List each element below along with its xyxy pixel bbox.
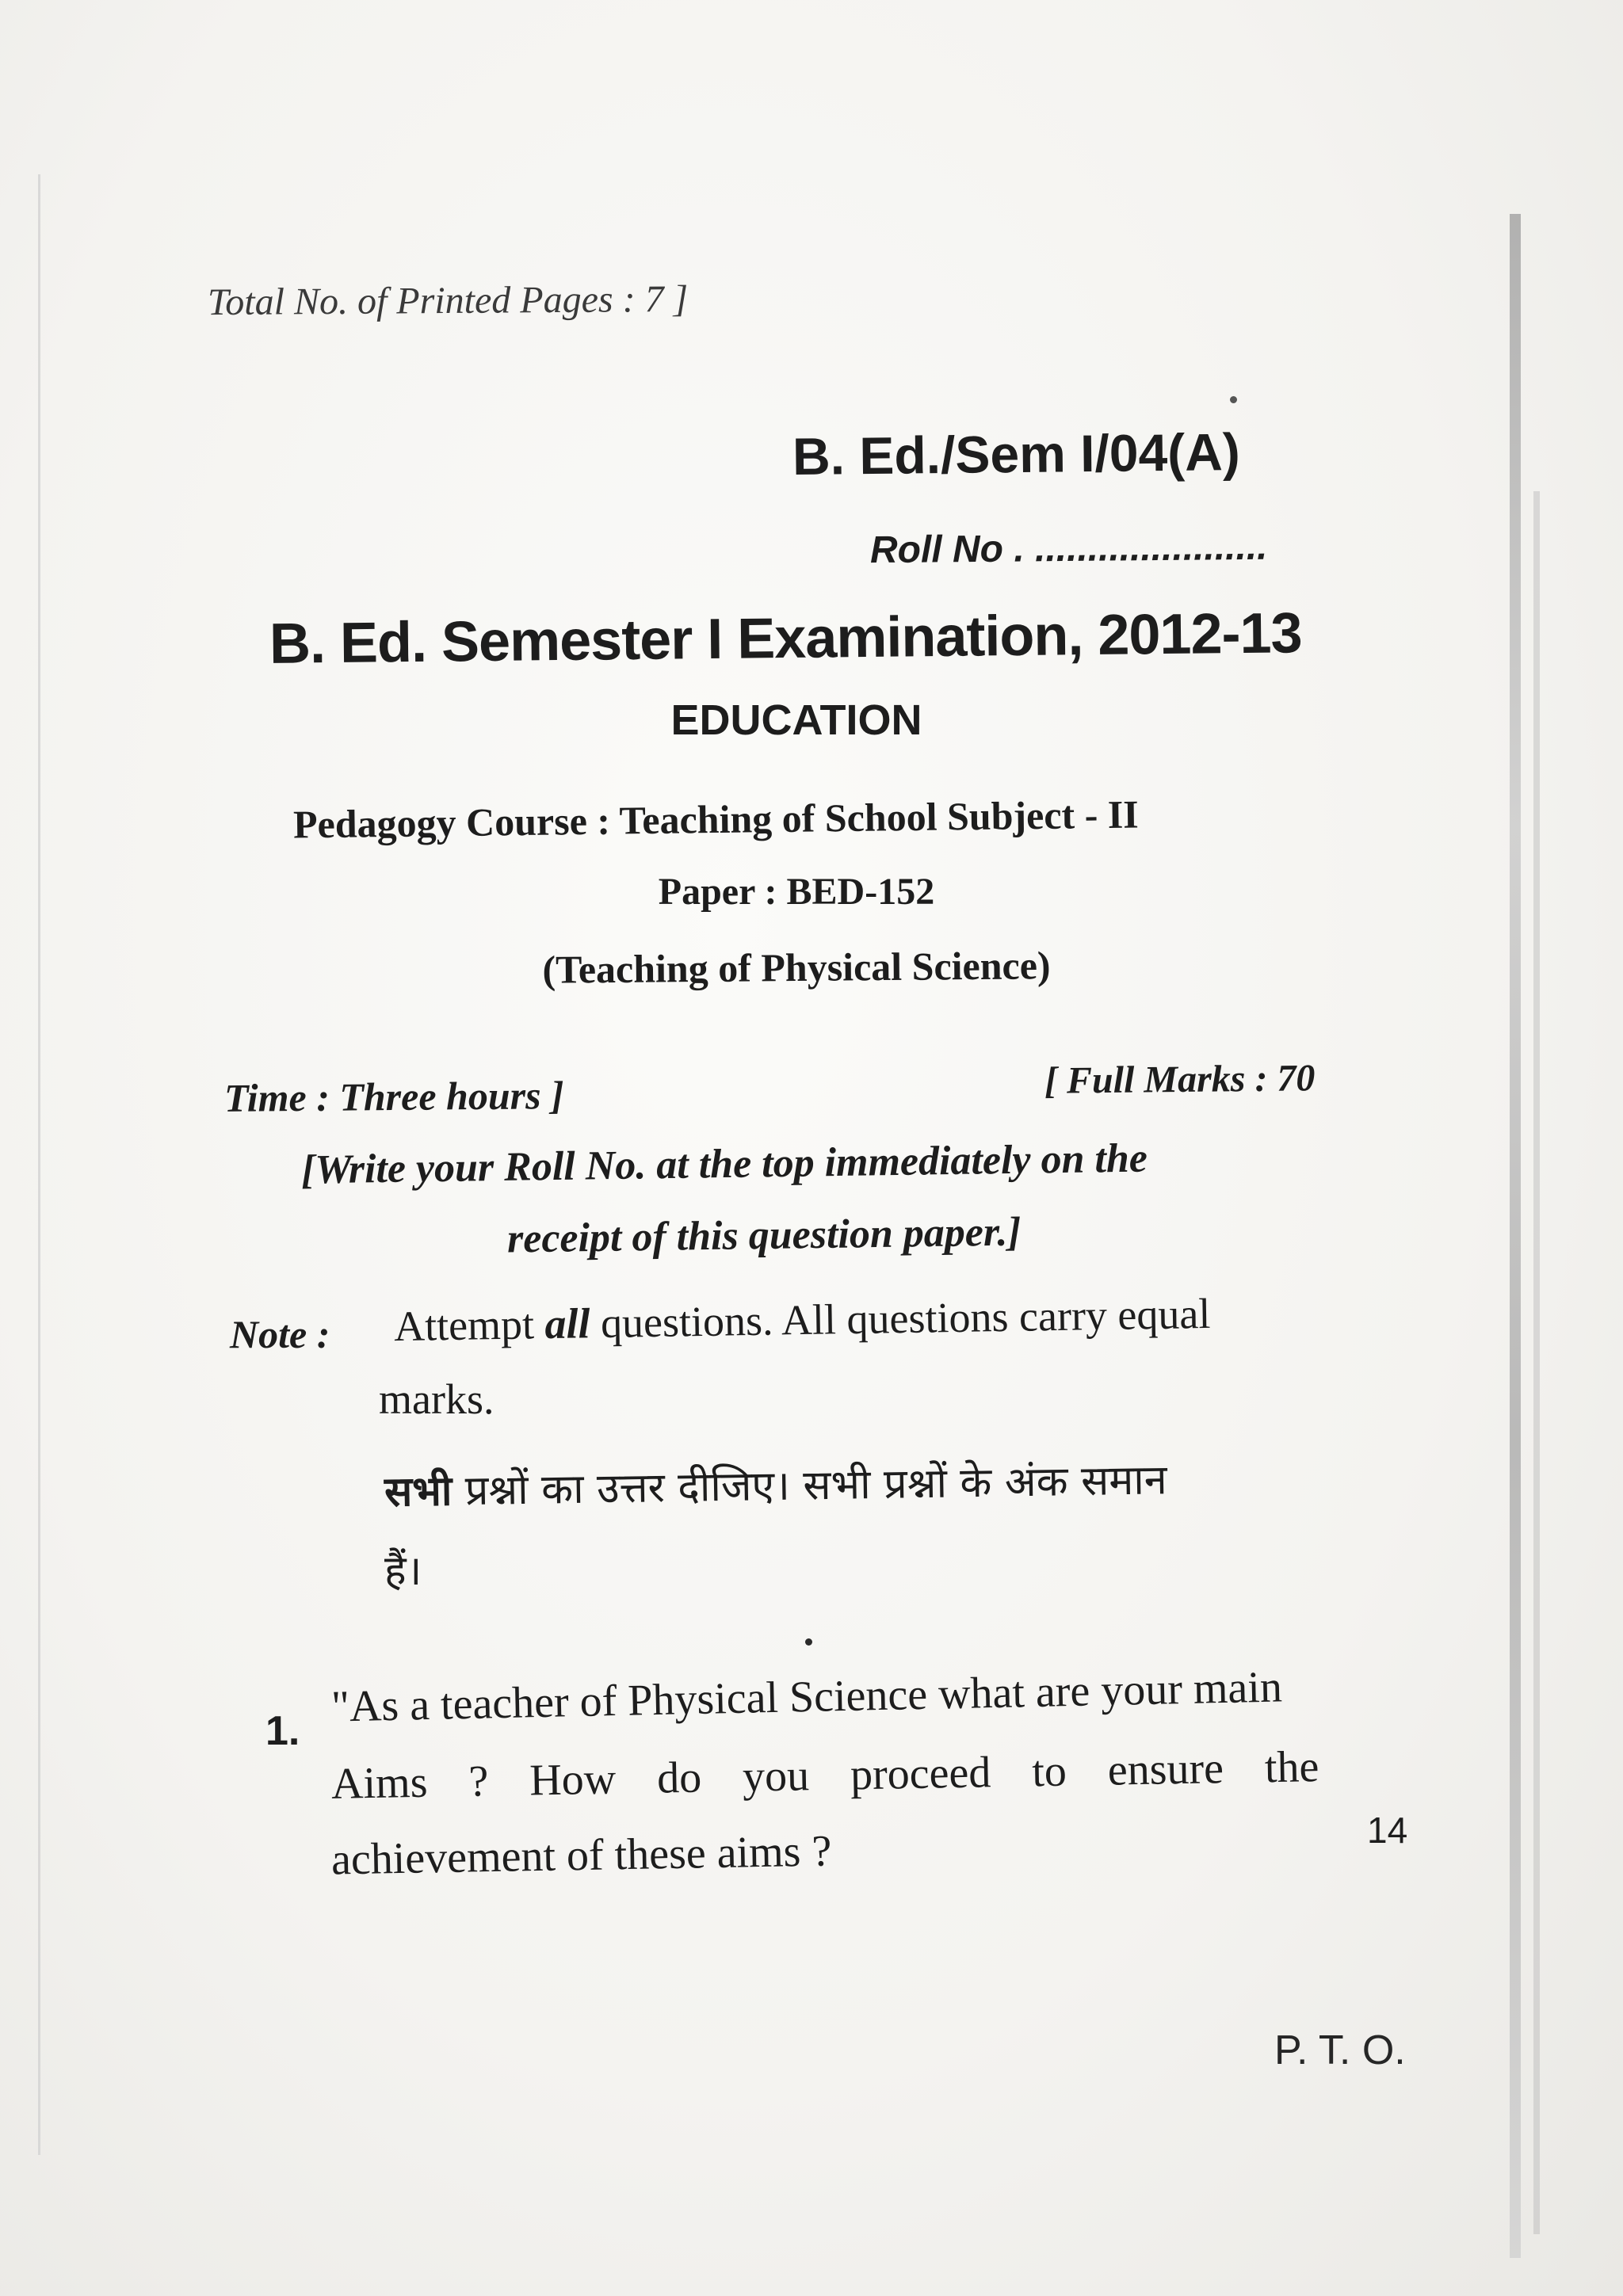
course-name: Pedagogy Course : Teaching of School Subject - II [292, 791, 1140, 847]
paper-right-edge-shadow [1510, 214, 1521, 2258]
subject-heading: EDUCATION [670, 696, 922, 744]
question-1-line-2: Aims ? How do you proceed to ensure the [330, 1742, 1319, 1809]
note-hindi-line-2: हैं। [384, 1547, 422, 1595]
exam-title: B. Ed. Semester I Examination, 2012-13 [269, 601, 1302, 676]
note-label: Note : [230, 1312, 330, 1356]
ink-dot [805, 1638, 812, 1646]
instruction-line-2: receipt of this question paper.] [506, 1209, 1022, 1262]
note-hindi-line-1 [384, 1450, 1168, 1519]
note-text-line-2: marks. [379, 1375, 495, 1423]
time-allowed: Time : Three hours ] [223, 1073, 564, 1120]
paper-right-edge-strip [1533, 491, 1540, 2234]
note-hindi-rest: प्रश्नों का उत्तर दीजिए। सभी प्रश्नों के अंक समान [451, 1456, 1168, 1516]
note-hindi-emphasis: सभी [384, 1467, 453, 1516]
full-marks: [ Full Marks : 70 [1044, 1057, 1316, 1102]
paper-code: B. Ed./Sem I/04(A) [792, 422, 1241, 486]
question-1-marks: 14 [1367, 1810, 1408, 1851]
paper-left-edge [38, 174, 40, 2155]
paper-name: (Teaching of Physical Science) [542, 943, 1051, 992]
note-text-before: Attempt [393, 1300, 545, 1351]
question-1-number: 1. [265, 1708, 300, 1754]
roll-number-field: Roll No . ...................... [869, 525, 1268, 572]
instruction-line-1: [Write your Roll No. at the top immediately on the [300, 1135, 1148, 1193]
note-text-line-1 [394, 1289, 1211, 1351]
note-text-after: questions. All questions carry equal [590, 1289, 1211, 1348]
question-1-line-1: "As a teacher of Physical Science what are your main [330, 1662, 1283, 1732]
ink-dot [1230, 396, 1237, 403]
paper-number: Paper : BED-152 [658, 871, 935, 913]
question-1-line-3: achievement of these aims ? [330, 1826, 832, 1885]
please-turn-over: P. T. O. [1274, 2027, 1406, 2073]
note-emphasis: all [544, 1299, 591, 1348]
printed-pages-count: Total No. of Printed Pages : 7 ] [207, 277, 689, 324]
